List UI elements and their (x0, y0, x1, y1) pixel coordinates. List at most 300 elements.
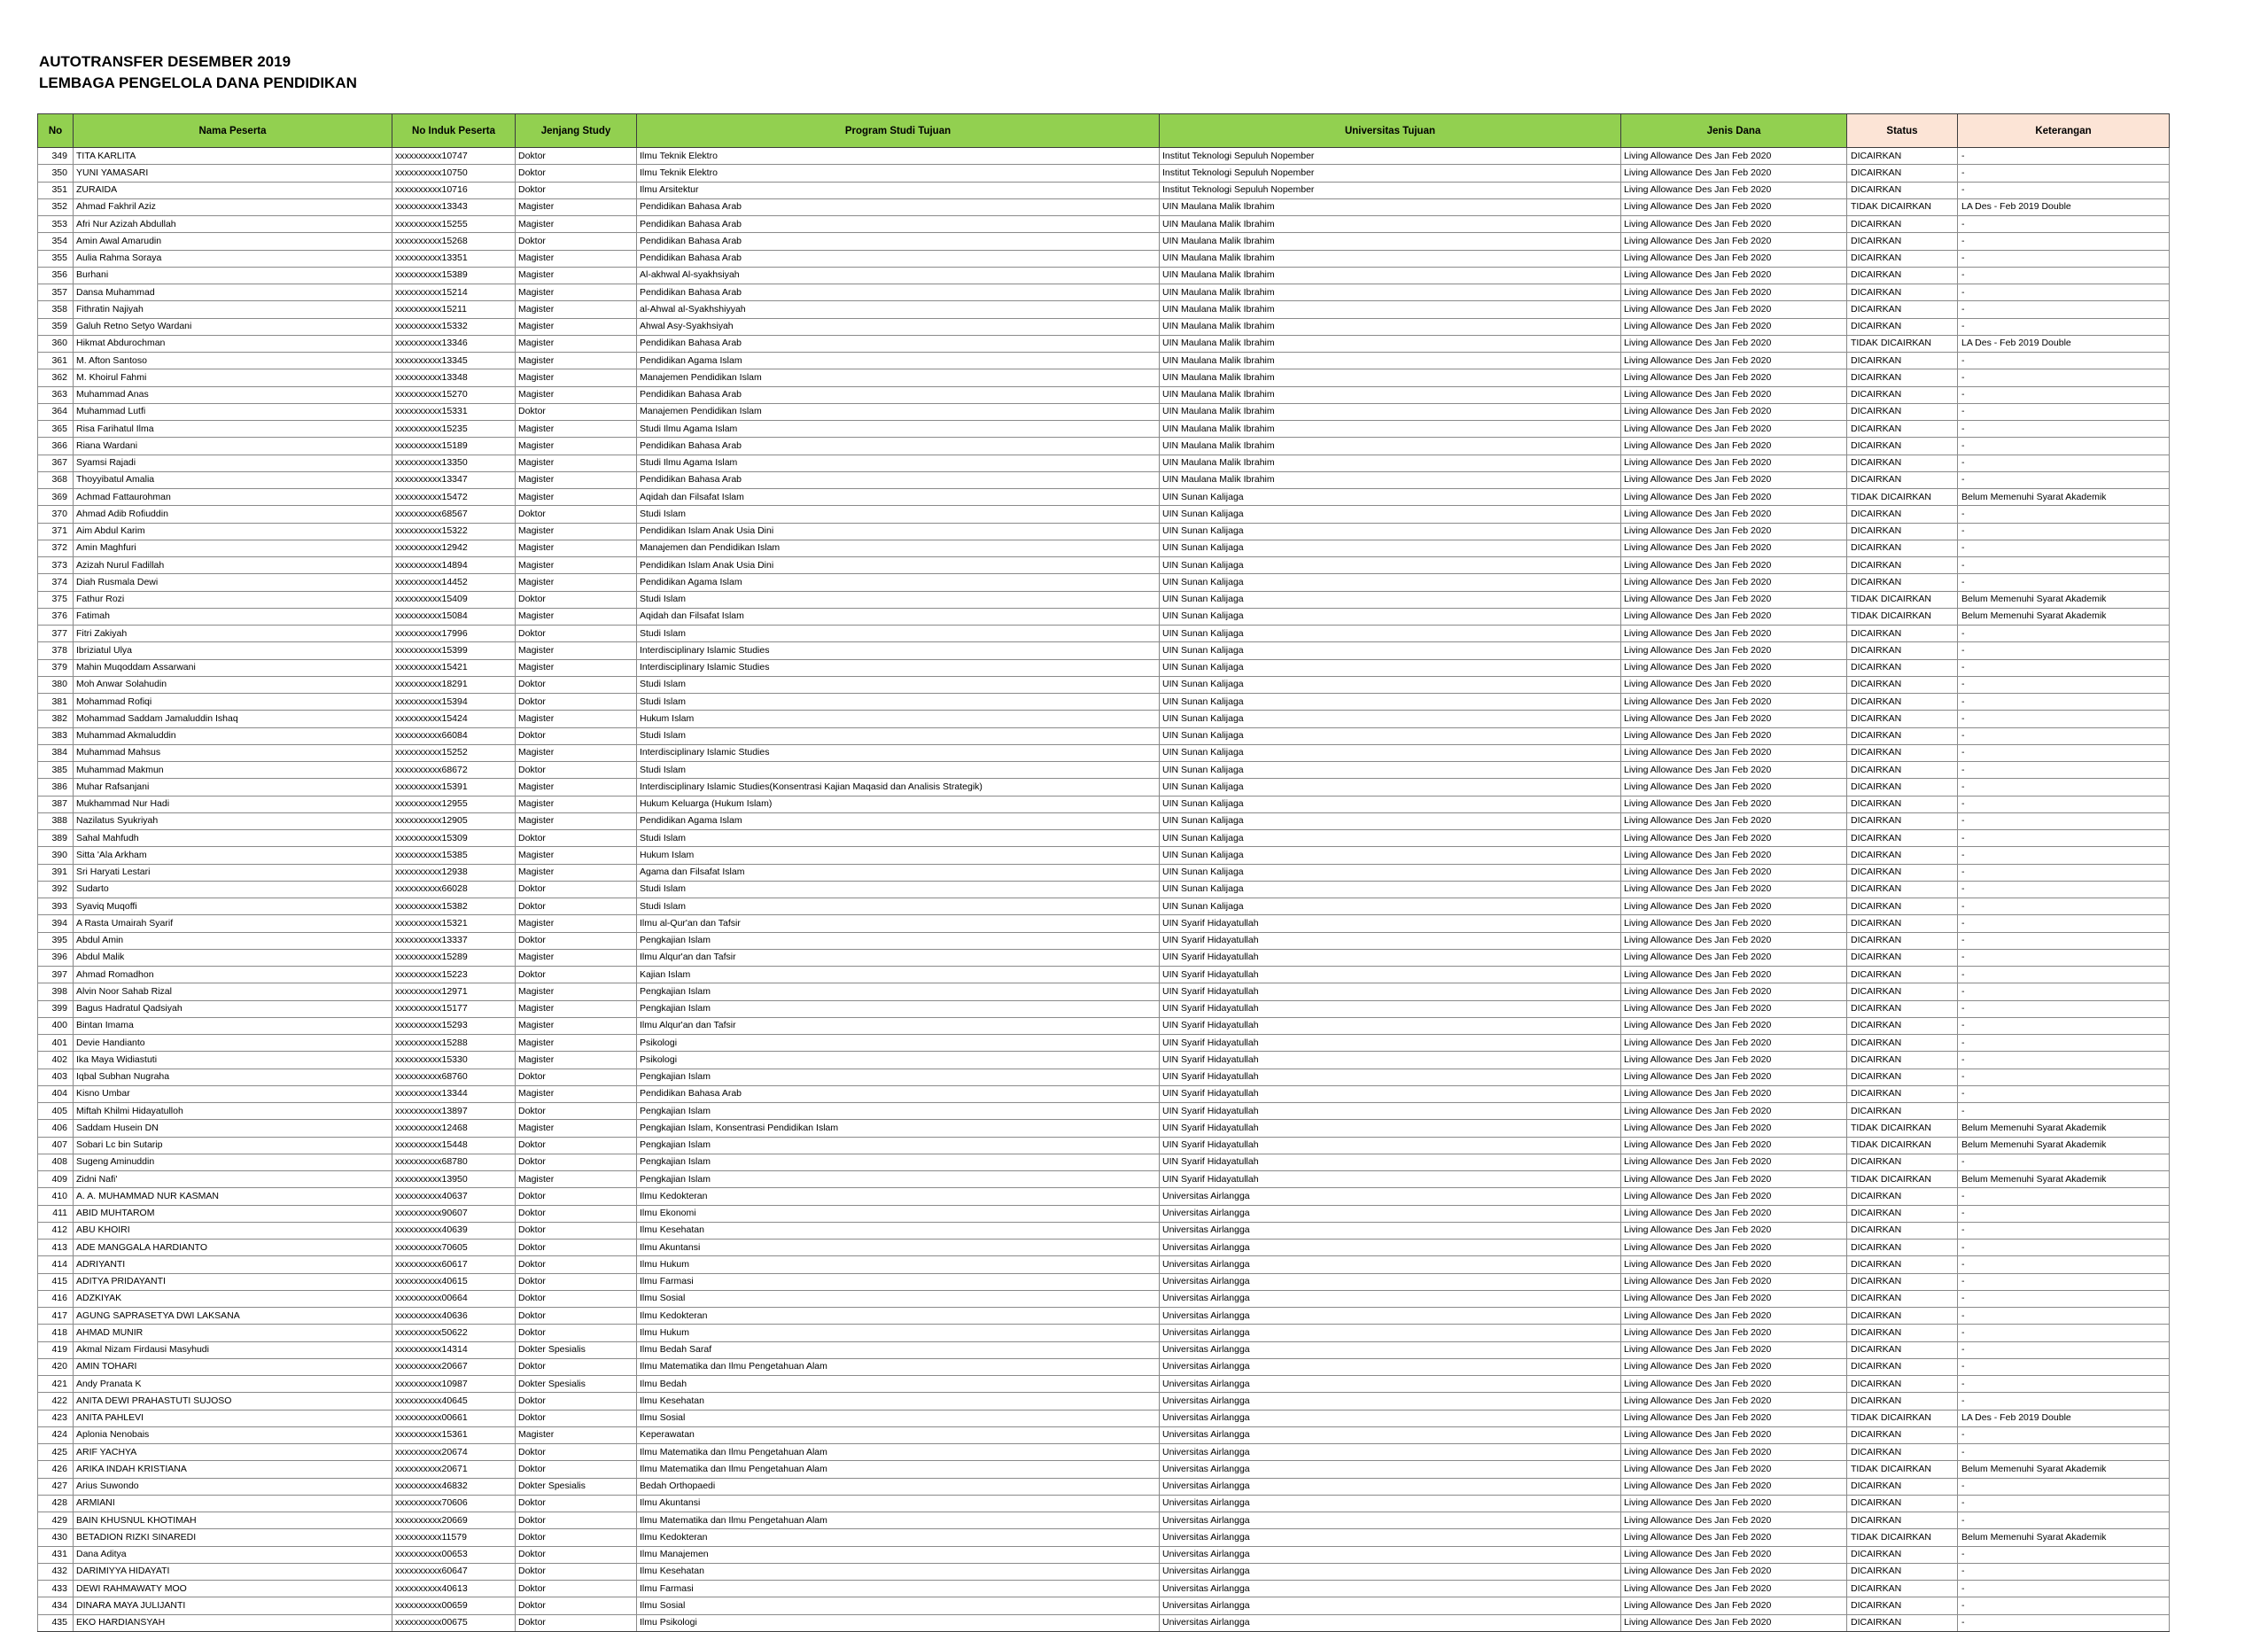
cell-universitas-tujuan: UIN Syarif Hidayatullah (1160, 1154, 1621, 1170)
cell-jenjang-study: Doktor (516, 1597, 637, 1614)
cell-jenis-dana: Living Allowance Des Jan Feb 2020 (1621, 711, 1847, 727)
cell-nama-peserta: Fatimah (74, 608, 392, 625)
table-row (38, 608, 2170, 625)
cell-universitas-tujuan: UIN Syarif Hidayatullah (1160, 915, 1621, 932)
cell-jenjang-study: Doktor (516, 1495, 637, 1512)
cell-no-induk-peserta: xxxxxxxxxx17996 (392, 626, 516, 642)
cell-status: DICAIRKAN (1847, 932, 1958, 949)
table-row (38, 506, 2170, 523)
cell-universitas-tujuan: UIN Sunan Kalijaga (1160, 830, 1621, 847)
cell-keterangan: - (1958, 898, 2170, 915)
table-row (38, 779, 2170, 796)
header-program-studi-tujuan: Program Studi Tujuan (637, 114, 1160, 148)
cell-no: 390 (38, 847, 74, 864)
cell-jenjang-study: Magister (516, 642, 637, 659)
cell-no: 376 (38, 608, 74, 625)
cell-keterangan: - (1958, 659, 2170, 676)
cell-jenis-dana: Living Allowance Des Jan Feb 2020 (1621, 574, 1847, 591)
cell-no-induk-peserta: xxxxxxxxxx15448 (392, 1137, 516, 1154)
cell-no-induk-peserta: xxxxxxxxxx15385 (392, 847, 516, 864)
cell-nama-peserta: DARIMIYYA HIDAYATI (74, 1563, 392, 1580)
cell-universitas-tujuan: Universitas Airlangga (1160, 1325, 1621, 1341)
cell-keterangan: - (1958, 506, 2170, 523)
cell-status: DICAIRKAN (1847, 1308, 1958, 1325)
cell-no: 372 (38, 540, 74, 556)
cell-universitas-tujuan: UIN Maulana Malik Ibrahim (1160, 421, 1621, 438)
table-row (38, 762, 2170, 779)
cell-program-studi-tujuan: Studi Islam (637, 676, 1160, 693)
cell-universitas-tujuan: Universitas Airlangga (1160, 1205, 1621, 1222)
cell-program-studi-tujuan: Ilmu Kedokteran (637, 1308, 1160, 1325)
cell-jenjang-study: Doktor (516, 1069, 637, 1085)
cell-no-induk-peserta: xxxxxxxxxx70606 (392, 1495, 516, 1512)
cell-program-studi-tujuan: Ilmu Farmasi (637, 1581, 1160, 1597)
table-row (38, 318, 2170, 335)
cell-jenjang-study: Doktor (516, 1581, 637, 1597)
cell-status: DICAIRKAN (1847, 523, 1958, 540)
cell-status: DICAIRKAN (1847, 182, 1958, 198)
cell-status: DICAIRKAN (1847, 540, 1958, 556)
table-row (38, 1341, 2170, 1358)
cell-keterangan: - (1958, 847, 2170, 864)
cell-universitas-tujuan: UIN Maulana Malik Ibrahim (1160, 198, 1621, 215)
cell-jenis-dana: Living Allowance Des Jan Feb 2020 (1621, 421, 1847, 438)
cell-jenjang-study: Dokter Spesialis (516, 1376, 637, 1393)
table-row (38, 1308, 2170, 1325)
cell-nama-peserta: Ahmad Adib Rofiuddin (74, 506, 392, 523)
cell-status: DICAIRKAN (1847, 284, 1958, 301)
cell-program-studi-tujuan: Ilmu Matematika dan Ilmu Pengetahuan Alam (637, 1461, 1160, 1478)
cell-program-studi-tujuan: Pengkajian Islam (637, 1069, 1160, 1085)
cell-universitas-tujuan: UIN Sunan Kalijaga (1160, 864, 1621, 881)
cell-keterangan: Belum Memenuhi Syarat Akademik (1958, 1529, 2170, 1546)
cell-keterangan: - (1958, 694, 2170, 711)
cell-no: 355 (38, 250, 74, 267)
cell-keterangan: - (1958, 949, 2170, 966)
cell-jenis-dana: Living Allowance Des Jan Feb 2020 (1621, 1222, 1847, 1239)
cell-program-studi-tujuan: Ilmu Teknik Elektro (637, 165, 1160, 182)
cell-jenis-dana: Living Allowance Des Jan Feb 2020 (1621, 1120, 1847, 1137)
table-row (38, 1171, 2170, 1188)
cell-no-induk-peserta: xxxxxxxxxx40613 (392, 1581, 516, 1597)
cell-jenis-dana: Living Allowance Des Jan Feb 2020 (1621, 1000, 1847, 1017)
cell-jenjang-study: Magister (516, 421, 637, 438)
cell-universitas-tujuan: UIN Sunan Kalijaga (1160, 727, 1621, 744)
cell-jenis-dana: Living Allowance Des Jan Feb 2020 (1621, 967, 1847, 983)
cell-program-studi-tujuan: Pendidikan Bahasa Arab (637, 335, 1160, 352)
cell-nama-peserta: ADE MANGGALA HARDIANTO (74, 1240, 392, 1256)
cell-no-induk-peserta: xxxxxxxxxx10987 (392, 1376, 516, 1393)
cell-status: DICAIRKAN (1847, 983, 1958, 1000)
cell-jenis-dana: Living Allowance Des Jan Feb 2020 (1621, 1495, 1847, 1512)
cell-jenjang-study: Doktor (516, 1308, 637, 1325)
cell-no: 408 (38, 1154, 74, 1170)
cell-program-studi-tujuan: Bedah Orthopaedi (637, 1478, 1160, 1495)
cell-keterangan: - (1958, 1017, 2170, 1034)
cell-nama-peserta: Alvin Noor Sahab Rizal (74, 983, 392, 1000)
cell-nama-peserta: Miftah Khilmi Hidayatulloh (74, 1103, 392, 1120)
cell-nama-peserta: Aplonia Nenobais (74, 1426, 392, 1443)
cell-jenjang-study: Doktor (516, 1137, 637, 1154)
cell-jenjang-study: Magister (516, 557, 637, 574)
cell-no: 426 (38, 1461, 74, 1478)
cell-nama-peserta: Muhammad Makmun (74, 762, 392, 779)
cell-program-studi-tujuan: Pengkajian Islam (637, 983, 1160, 1000)
cell-universitas-tujuan: UIN Sunan Kalijaga (1160, 523, 1621, 540)
cell-program-studi-tujuan: Ilmu Sosial (637, 1290, 1160, 1307)
cell-jenis-dana: Living Allowance Des Jan Feb 2020 (1621, 1256, 1847, 1273)
cell-status: DICAIRKAN (1847, 779, 1958, 796)
cell-status: DICAIRKAN (1847, 233, 1958, 250)
cell-universitas-tujuan: UIN Syarif Hidayatullah (1160, 983, 1621, 1000)
cell-no-induk-peserta: xxxxxxxxxx20667 (392, 1358, 516, 1375)
cell-program-studi-tujuan: Hukum Islam (637, 847, 1160, 864)
cell-status: DICAIRKAN (1847, 847, 1958, 864)
cell-no: 359 (38, 318, 74, 335)
cell-status: DICAIRKAN (1847, 165, 1958, 182)
cell-program-studi-tujuan: Studi Islam (637, 694, 1160, 711)
cell-no-induk-peserta: xxxxxxxxxx00653 (392, 1546, 516, 1563)
cell-no: 354 (38, 233, 74, 250)
cell-universitas-tujuan: UIN Syarif Hidayatullah (1160, 1035, 1621, 1052)
cell-no-induk-peserta: xxxxxxxxxx15211 (392, 301, 516, 318)
cell-status: TIDAK DICAIRKAN (1847, 608, 1958, 625)
cell-jenis-dana: Living Allowance Des Jan Feb 2020 (1621, 250, 1847, 267)
cell-no-induk-peserta: xxxxxxxxxx15322 (392, 523, 516, 540)
cell-jenjang-study: Doktor (516, 1410, 637, 1426)
cell-program-studi-tujuan: Studi Ilmu Agama Islam (637, 421, 1160, 438)
cell-universitas-tujuan: UIN Sunan Kalijaga (1160, 557, 1621, 574)
cell-nama-peserta: Arius Suwondo (74, 1478, 392, 1495)
cell-status: TIDAK DICAIRKAN (1847, 1529, 1958, 1546)
cell-jenis-dana: Living Allowance Des Jan Feb 2020 (1621, 1273, 1847, 1290)
cell-nama-peserta: Ika Maya Widiastuti (74, 1052, 392, 1069)
table-row (38, 353, 2170, 369)
cell-keterangan: - (1958, 779, 2170, 796)
cell-nama-peserta: Dana Aditya (74, 1546, 392, 1563)
cell-no-induk-peserta: xxxxxxxxxx12971 (392, 983, 516, 1000)
cell-nama-peserta: ANITA PAHLEVI (74, 1410, 392, 1426)
cell-keterangan: - (1958, 233, 2170, 250)
cell-jenjang-study: Magister (516, 1426, 637, 1443)
cell-universitas-tujuan: Universitas Airlangga (1160, 1290, 1621, 1307)
cell-nama-peserta: EKO HARDIANSYAH (74, 1614, 392, 1631)
cell-no: 357 (38, 284, 74, 301)
table-row (38, 1325, 2170, 1341)
document-title: AUTOTRANSFER DESEMBER 2019 (39, 53, 291, 70)
cell-no: 380 (38, 676, 74, 693)
cell-no-induk-peserta: xxxxxxxxxx15424 (392, 711, 516, 727)
cell-no-induk-peserta: xxxxxxxxxx15288 (392, 1035, 516, 1052)
cell-jenjang-study: Doktor (516, 403, 637, 420)
cell-jenis-dana: Living Allowance Des Jan Feb 2020 (1621, 983, 1847, 1000)
cell-jenjang-study: Magister (516, 796, 637, 812)
cell-universitas-tujuan: UIN Sunan Kalijaga (1160, 676, 1621, 693)
cell-jenis-dana: Living Allowance Des Jan Feb 2020 (1621, 506, 1847, 523)
cell-no: 369 (38, 489, 74, 506)
cell-jenis-dana: Living Allowance Des Jan Feb 2020 (1621, 557, 1847, 574)
cell-universitas-tujuan: UIN Maulana Malik Ibrahim (1160, 301, 1621, 318)
cell-nama-peserta: TITA KARLITA (74, 148, 392, 165)
cell-program-studi-tujuan: Keperawatan (637, 1426, 1160, 1443)
cell-keterangan: Belum Memenuhi Syarat Akademik (1958, 608, 2170, 625)
cell-status: DICAIRKAN (1847, 1444, 1958, 1461)
cell-program-studi-tujuan: Studi Islam (637, 830, 1160, 847)
table-row (38, 1222, 2170, 1239)
cell-jenjang-study: Magister (516, 659, 637, 676)
cell-jenis-dana: Living Allowance Des Jan Feb 2020 (1621, 779, 1847, 796)
header-row (38, 114, 2170, 148)
cell-jenis-dana: Living Allowance Des Jan Feb 2020 (1621, 1478, 1847, 1495)
cell-status: TIDAK DICAIRKAN (1847, 1410, 1958, 1426)
cell-program-studi-tujuan: Ilmu Akuntansi (637, 1495, 1160, 1512)
cell-jenjang-study: Doktor (516, 1546, 637, 1563)
cell-no: 375 (38, 591, 74, 608)
cell-universitas-tujuan: UIN Maulana Malik Ibrahim (1160, 353, 1621, 369)
cell-jenjang-study: Doktor (516, 148, 637, 165)
cell-nama-peserta: Sudarto (74, 881, 392, 898)
cell-program-studi-tujuan: Studi Islam (637, 881, 1160, 898)
cell-keterangan: - (1958, 557, 2170, 574)
cell-status: DICAIRKAN (1847, 881, 1958, 898)
cell-universitas-tujuan: Universitas Airlangga (1160, 1240, 1621, 1256)
table-row (38, 1581, 2170, 1597)
cell-nama-peserta: Fitri Zakiyah (74, 626, 392, 642)
cell-no: 352 (38, 198, 74, 215)
cell-no: 421 (38, 1376, 74, 1393)
cell-universitas-tujuan: UIN Sunan Kalijaga (1160, 506, 1621, 523)
cell-program-studi-tujuan: Pengkajian Islam (637, 1154, 1160, 1170)
cell-program-studi-tujuan: Aqidah dan Filsafat Islam (637, 489, 1160, 506)
cell-universitas-tujuan: Universitas Airlangga (1160, 1546, 1621, 1563)
cell-universitas-tujuan: UIN Maulana Malik Ibrahim (1160, 284, 1621, 301)
cell-universitas-tujuan: UIN Sunan Kalijaga (1160, 744, 1621, 761)
cell-universitas-tujuan: UIN Maulana Malik Ibrahim (1160, 318, 1621, 335)
cell-status: DICAIRKAN (1847, 744, 1958, 761)
cell-keterangan: LA Des - Feb 2019 Double (1958, 335, 2170, 352)
cell-no: 406 (38, 1120, 74, 1137)
cell-status: DICAIRKAN (1847, 1341, 1958, 1358)
table-row (38, 1461, 2170, 1478)
cell-no: 432 (38, 1563, 74, 1580)
cell-program-studi-tujuan: Studi Islam (637, 591, 1160, 608)
cell-jenjang-study: Magister (516, 608, 637, 625)
cell-nama-peserta: Sugeng Aminuddin (74, 1154, 392, 1170)
cell-universitas-tujuan: UIN Sunan Kalijaga (1160, 812, 1621, 829)
cell-no-induk-peserta: xxxxxxxxxx15361 (392, 1426, 516, 1443)
cell-universitas-tujuan: UIN Syarif Hidayatullah (1160, 1017, 1621, 1034)
cell-nama-peserta: Burhani (74, 267, 392, 284)
cell-jenjang-study: Doktor (516, 1563, 637, 1580)
cell-keterangan: - (1958, 1512, 2170, 1529)
cell-no-induk-peserta: xxxxxxxxxx00661 (392, 1410, 516, 1426)
cell-universitas-tujuan: Universitas Airlangga (1160, 1461, 1621, 1478)
cell-jenjang-study: Doktor (516, 676, 637, 693)
cell-program-studi-tujuan: Pengkajian Islam (637, 1103, 1160, 1120)
cell-program-studi-tujuan: Pendidikan Agama Islam (637, 812, 1160, 829)
cell-jenjang-study: Magister (516, 438, 637, 455)
header-nama-peserta: Nama Peserta (74, 114, 392, 148)
header-keterangan: Keterangan (1958, 114, 2170, 148)
cell-status: DICAIRKAN (1847, 949, 1958, 966)
cell-nama-peserta: Ahmad Fakhril Aziz (74, 198, 392, 215)
cell-no: 393 (38, 898, 74, 915)
cell-jenis-dana: Living Allowance Des Jan Feb 2020 (1621, 949, 1847, 966)
cell-no: 434 (38, 1597, 74, 1614)
cell-nama-peserta: Achmad Fattaurohman (74, 489, 392, 506)
cell-no-induk-peserta: xxxxxxxxxx15268 (392, 233, 516, 250)
cell-program-studi-tujuan: Ilmu Akuntansi (637, 1240, 1160, 1256)
table-row (38, 676, 2170, 693)
cell-universitas-tujuan: UIN Sunan Kalijaga (1160, 847, 1621, 864)
cell-program-studi-tujuan: Pendidikan Bahasa Arab (637, 216, 1160, 233)
cell-nama-peserta: BETADION RIZKI SINAREDI (74, 1529, 392, 1546)
table-row (38, 727, 2170, 744)
cell-program-studi-tujuan: Pengkajian Islam (637, 1137, 1160, 1154)
cell-nama-peserta: Abdul Amin (74, 932, 392, 949)
cell-nama-peserta: Ibriziatul Ulya (74, 642, 392, 659)
table-row (38, 796, 2170, 812)
cell-jenis-dana: Living Allowance Des Jan Feb 2020 (1621, 1529, 1847, 1546)
cell-universitas-tujuan: UIN Sunan Kalijaga (1160, 711, 1621, 727)
table-row (38, 301, 2170, 318)
cell-program-studi-tujuan: Agama dan Filsafat Islam (637, 864, 1160, 881)
cell-no-induk-peserta: xxxxxxxxxx12955 (392, 796, 516, 812)
cell-program-studi-tujuan: Ilmu Hukum (637, 1256, 1160, 1273)
cell-universitas-tujuan: UIN Sunan Kalijaga (1160, 591, 1621, 608)
cell-program-studi-tujuan: Psikologi (637, 1035, 1160, 1052)
cell-keterangan: Belum Memenuhi Syarat Akademik (1958, 1137, 2170, 1154)
table-row (38, 864, 2170, 881)
cell-keterangan: - (1958, 676, 2170, 693)
cell-no: 407 (38, 1137, 74, 1154)
cell-status: DICAIRKAN (1847, 1581, 1958, 1597)
cell-jenjang-study: Magister (516, 386, 637, 403)
cell-program-studi-tujuan: Ilmu Matematika dan Ilmu Pengetahuan Alam (637, 1444, 1160, 1461)
cell-keterangan: - (1958, 471, 2170, 488)
cell-nama-peserta: Andy Pranata K (74, 1376, 392, 1393)
cell-jenis-dana: Living Allowance Des Jan Feb 2020 (1621, 591, 1847, 608)
table-row (38, 1290, 2170, 1307)
cell-program-studi-tujuan: Ilmu Hukum (637, 1325, 1160, 1341)
cell-no: 378 (38, 642, 74, 659)
cell-jenjang-study: Doktor (516, 932, 637, 949)
cell-universitas-tujuan: Universitas Airlangga (1160, 1444, 1621, 1461)
cell-status: DICAIRKAN (1847, 642, 1958, 659)
cell-program-studi-tujuan: Psikologi (637, 1052, 1160, 1069)
cell-jenis-dana: Living Allowance Des Jan Feb 2020 (1621, 932, 1847, 949)
cell-no: 349 (38, 148, 74, 165)
cell-universitas-tujuan: Universitas Airlangga (1160, 1358, 1621, 1375)
cell-universitas-tujuan: Universitas Airlangga (1160, 1478, 1621, 1495)
cell-universitas-tujuan: UIN Sunan Kalijaga (1160, 796, 1621, 812)
table-row (38, 642, 2170, 659)
cell-universitas-tujuan: UIN Sunan Kalijaga (1160, 898, 1621, 915)
cell-universitas-tujuan: UIN Syarif Hidayatullah (1160, 1103, 1621, 1120)
cell-nama-peserta: Sobari Lc bin Sutarip (74, 1137, 392, 1154)
cell-jenis-dana: Living Allowance Des Jan Feb 2020 (1621, 1581, 1847, 1597)
cell-jenis-dana: Living Allowance Des Jan Feb 2020 (1621, 1393, 1847, 1410)
table-row (38, 1017, 2170, 1034)
cell-jenjang-study: Doktor (516, 1103, 637, 1120)
cell-jenjang-study: Magister (516, 1035, 637, 1052)
table-row (38, 898, 2170, 915)
cell-no-induk-peserta: xxxxxxxxxx15389 (392, 267, 516, 284)
cell-no: 401 (38, 1035, 74, 1052)
cell-jenjang-study: Magister (516, 847, 637, 864)
cell-universitas-tujuan: UIN Sunan Kalijaga (1160, 574, 1621, 591)
cell-nama-peserta: Aulia Rahma Soraya (74, 250, 392, 267)
cell-jenis-dana: Living Allowance Des Jan Feb 2020 (1621, 1546, 1847, 1563)
cell-nama-peserta: ARMIANI (74, 1495, 392, 1512)
cell-no-induk-peserta: xxxxxxxxxx10747 (392, 148, 516, 165)
cell-program-studi-tujuan: Pengkajian Islam (637, 1171, 1160, 1188)
cell-jenjang-study: Doktor (516, 626, 637, 642)
cell-keterangan: - (1958, 1581, 2170, 1597)
cell-no-induk-peserta: xxxxxxxxxx20674 (392, 1444, 516, 1461)
cell-no: 430 (38, 1529, 74, 1546)
cell-jenis-dana: Living Allowance Des Jan Feb 2020 (1621, 403, 1847, 420)
cell-no: 411 (38, 1205, 74, 1222)
table-row (38, 694, 2170, 711)
cell-no-induk-peserta: xxxxxxxxxx40639 (392, 1222, 516, 1239)
cell-jenis-dana: Living Allowance Des Jan Feb 2020 (1621, 267, 1847, 284)
cell-no-induk-peserta: xxxxxxxxxx14452 (392, 574, 516, 591)
cell-universitas-tujuan: UIN Maulana Malik Ibrahim (1160, 250, 1621, 267)
cell-program-studi-tujuan: Pendidikan Agama Islam (637, 353, 1160, 369)
cell-no-induk-peserta: xxxxxxxxxx68567 (392, 506, 516, 523)
table-row (38, 1188, 2170, 1205)
cell-keterangan: - (1958, 711, 2170, 727)
cell-jenjang-study: Magister (516, 812, 637, 829)
cell-no-induk-peserta: xxxxxxxxxx15189 (392, 438, 516, 455)
cell-universitas-tujuan: UIN Maulana Malik Ibrahim (1160, 267, 1621, 284)
cell-jenjang-study: Dokter Spesialis (516, 1478, 637, 1495)
cell-keterangan: - (1958, 967, 2170, 983)
cell-no: 433 (38, 1581, 74, 1597)
cell-universitas-tujuan: Universitas Airlangga (1160, 1410, 1621, 1426)
cell-keterangan: - (1958, 421, 2170, 438)
cell-jenjang-study: Magister (516, 540, 637, 556)
cell-no: 396 (38, 949, 74, 966)
cell-no: 398 (38, 983, 74, 1000)
cell-jenis-dana: Living Allowance Des Jan Feb 2020 (1621, 1154, 1847, 1170)
cell-no: 389 (38, 830, 74, 847)
cell-status: DICAIRKAN (1847, 1188, 1958, 1205)
cell-no: 399 (38, 1000, 74, 1017)
cell-jenjang-study: Magister (516, 216, 637, 233)
table-row (38, 1103, 2170, 1120)
cell-no: 374 (38, 574, 74, 591)
cell-nama-peserta: Thoyyibatul Amalia (74, 471, 392, 488)
cell-nama-peserta: Nazilatus Syukriyah (74, 812, 392, 829)
cell-universitas-tujuan: UIN Sunan Kalijaga (1160, 779, 1621, 796)
cell-jenjang-study: Dokter Spesialis (516, 1341, 637, 1358)
cell-status: DICAIRKAN (1847, 1205, 1958, 1222)
table-row (38, 198, 2170, 215)
table-header (38, 114, 2170, 148)
cell-jenis-dana: Living Allowance Des Jan Feb 2020 (1621, 642, 1847, 659)
cell-keterangan: - (1958, 1597, 2170, 1614)
cell-jenjang-study: Doktor (516, 898, 637, 915)
cell-no-induk-peserta: xxxxxxxxxx12468 (392, 1120, 516, 1137)
cell-nama-peserta: AMIN TOHARI (74, 1358, 392, 1375)
cell-keterangan: - (1958, 881, 2170, 898)
cell-jenis-dana: Living Allowance Des Jan Feb 2020 (1621, 1103, 1847, 1120)
cell-nama-peserta: Afri Nur Azizah Abdullah (74, 216, 392, 233)
cell-status: DICAIRKAN (1847, 812, 1958, 829)
cell-keterangan: - (1958, 455, 2170, 471)
